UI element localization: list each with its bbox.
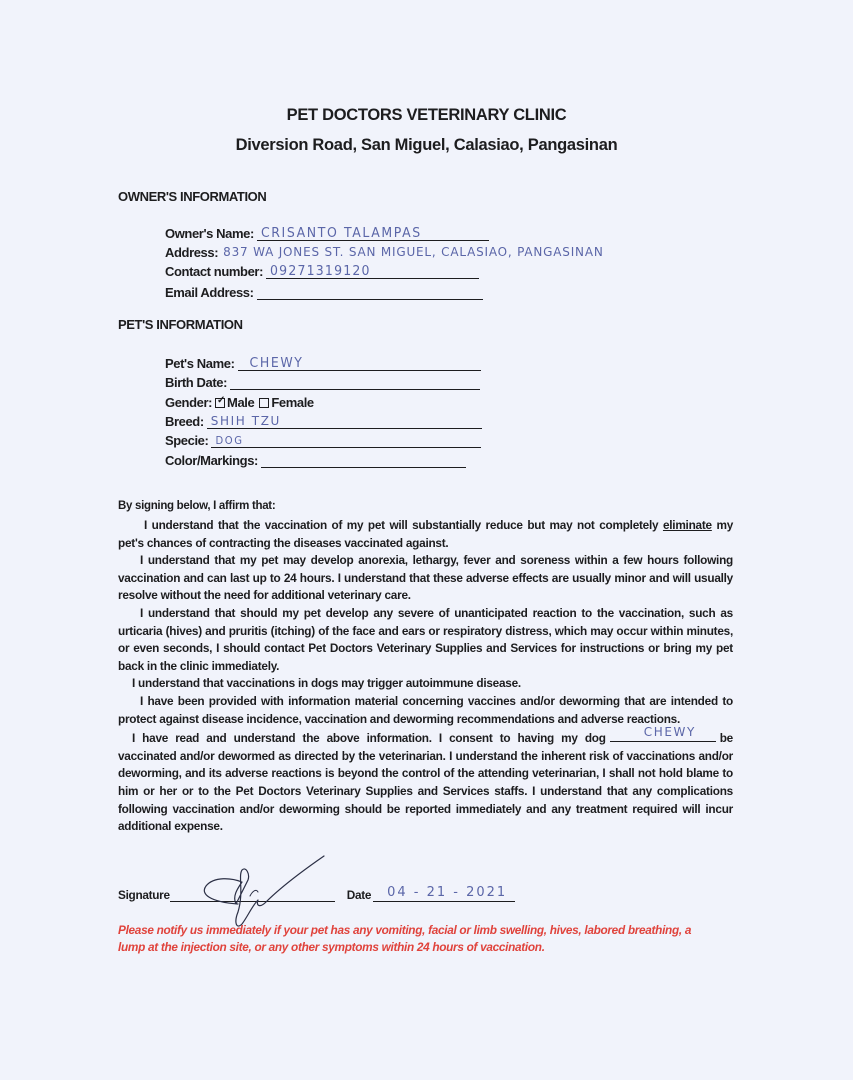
clinic-name: PET DOCTORS VETERINARY CLINIC — [286, 106, 567, 124]
date-line — [373, 883, 515, 902]
date-value: 04 - 21 - 2021 — [387, 884, 508, 901]
specie-field — [165, 430, 481, 448]
female-checkbox — [259, 398, 269, 408]
birth-date-field — [165, 372, 480, 390]
specie-value: DOG — [215, 435, 244, 448]
affirmation-paragraph: I understand that my pet may develop anorexia, lethargy, fever and soreness within a few hours following vaccination and can last up to 24 hours. I understand that these adverse effects are usually minor and will usually resolve without the need for additional veterinary care. — [118, 553, 733, 603]
specie-line — [211, 431, 481, 448]
date-label: Date — [346, 888, 372, 902]
color-markings-label: Color/Markings: — [165, 453, 258, 468]
male-checkbox — [215, 395, 226, 408]
owner-name-value: CRISANTO TALAMPAS — [260, 224, 422, 241]
owner-name-field — [165, 223, 489, 241]
breed-line — [207, 412, 482, 429]
affirmation-paragraph: I have been provided with information material concerning vaccines and/or deworming that are intended to protect against disease incidence, vaccination and deworming recommendations and adverse reactions. — [118, 693, 733, 726]
check-icon: ✓ — [217, 395, 226, 406]
owner-contact-value: 09271319120 — [270, 262, 371, 279]
owner-address-field — [165, 242, 604, 260]
pet-name-label: Pet's Name: — [165, 356, 235, 371]
consent-pet-name-line — [610, 724, 716, 742]
pet-name-line — [238, 354, 481, 371]
birth-date-label: Birth Date: — [165, 375, 228, 390]
affirmation-p1-end: my pet's chances of contracting the diseases vaccinated against. — [118, 518, 734, 550]
post-vaccination-notice: Please notify us immediately if your pet has any vomiting, facial or limb swelling, hives, labored breathing, a lump at the injection site, or any other symptoms within 24 hours of vaccination. — [118, 923, 692, 954]
consent-text-end: be vaccinated and/or dewormed as directed by the veterinarian. I understand the inherent risk of vaccinations and/or deworming, and its adverse reactions is beyond the control of the attending veterinarian, I shall not hold blame to him or her or to the Pet Doctors Veterinary Supplies and Services staffs. I understand that any complications following vaccination and/or deworming should be reported immediately and any treatment required will incur additional expense. — [118, 731, 733, 834]
affirmation-paragraph — [118, 517, 733, 552]
color-markings-line — [261, 451, 466, 468]
owner-name-line — [257, 224, 489, 241]
affirmation-heading: By signing below, I affirm that: — [118, 500, 276, 512]
owner-contact-line — [266, 262, 479, 279]
owner-name-label: Owner's Name: — [165, 226, 254, 241]
gender-field — [165, 392, 314, 410]
owner-email-field — [165, 282, 483, 300]
owner-address-value: 837 WA JONES ST. SAN MIGUEL, CALASIAO, PANGASINAN — [223, 244, 604, 260]
pet-section-heading: PET'S INFORMATION — [118, 317, 243, 332]
affirmation-p1-text: I understand that the vaccination of my pet will substantially reduce but may not completely — [144, 518, 659, 532]
owner-contact-field — [165, 261, 479, 279]
breed-value: SHIH TZU — [210, 413, 281, 429]
affirmation-body — [118, 517, 733, 836]
affirmation-paragraph: I understand that should my pet develop any severe of unanticipated reaction to the vaccination, such as urticaria (hives) and pruritis (itching) of the face and ears or respiratory distress, which may occur within minutes, or even seconds, I should contact Pet Doctors Veterinary Supplies and Services for instructions or bring my pet back in the clinic immediately. — [118, 605, 733, 673]
owner-section-heading: OWNER'S INFORMATION — [118, 189, 267, 204]
breed-label: Breed: — [165, 414, 204, 429]
pet-name-field — [165, 353, 481, 371]
owner-email-line — [257, 283, 483, 300]
gender-female-label: Female — [271, 395, 314, 410]
affirmation-p1-underlined: eliminate — [662, 518, 712, 532]
specie-label: Specie: — [165, 433, 209, 448]
owner-email-label: Email Address: — [165, 285, 254, 300]
consent-paragraph — [118, 724, 733, 836]
consent-text-start: I have read and understand the above information. I consent to having my dog — [132, 731, 606, 746]
clinic-address: Diversion Road, San Miguel, Calasiao, Pangasinan — [235, 136, 618, 154]
owner-address-label: Address: — [165, 245, 219, 260]
gender-male-label: Male — [227, 395, 255, 410]
handwritten-signature — [198, 852, 338, 932]
color-markings-field — [165, 450, 466, 468]
consent-pet-name-value: CHEWY — [643, 724, 696, 739]
gender-label: Gender: — [165, 395, 213, 410]
owner-contact-label: Contact number: — [165, 264, 264, 279]
signature-label: Signature — [118, 888, 170, 902]
pet-name-value: CHEWY — [249, 354, 304, 371]
birth-date-line — [230, 373, 480, 390]
affirmation-paragraph: I understand that vaccinations in dogs may trigger autoimmune disease. — [132, 676, 521, 691]
breed-field — [165, 411, 482, 429]
owner-address-line — [221, 244, 604, 260]
